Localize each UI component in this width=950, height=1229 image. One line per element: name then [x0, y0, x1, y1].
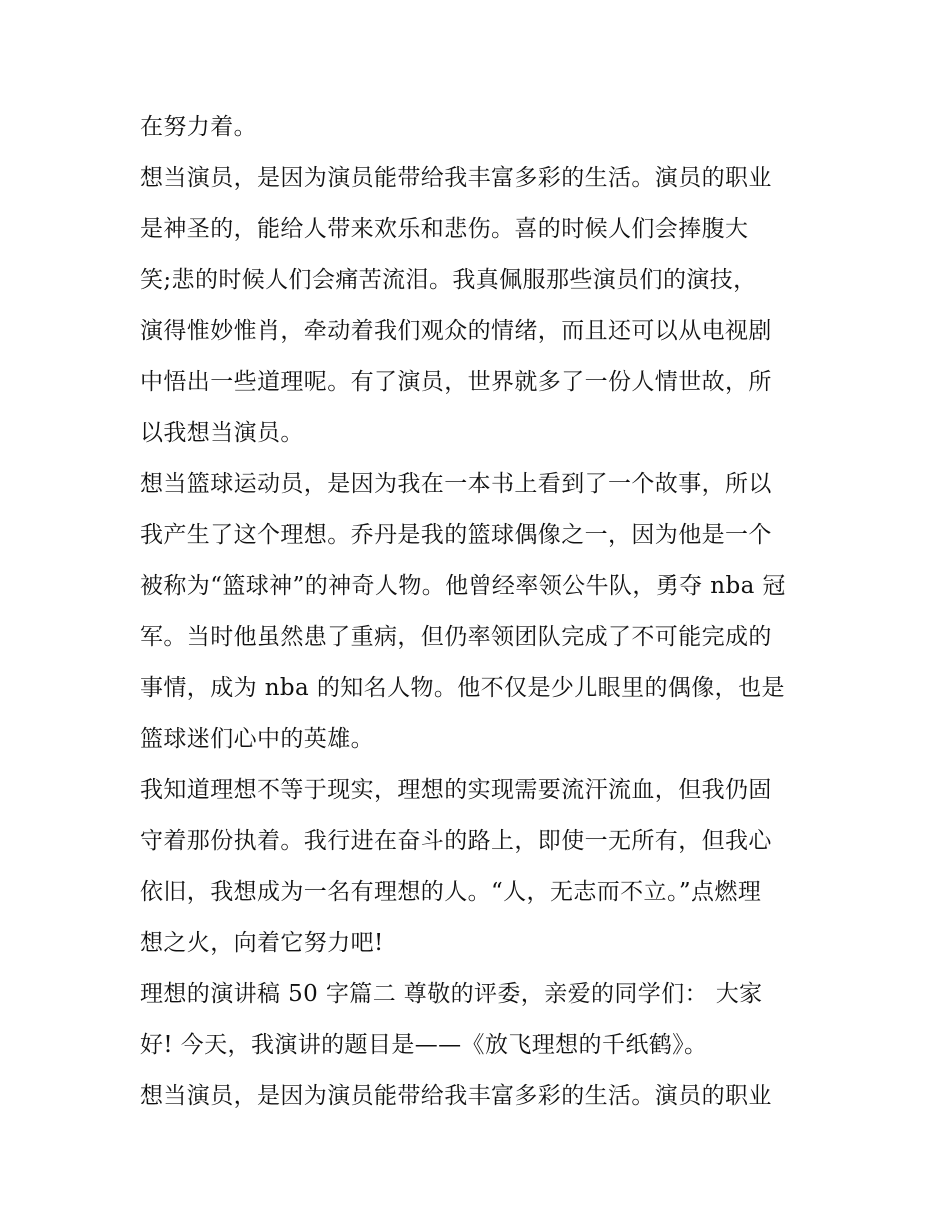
text-line: 笑;悲的时候人们会痛苦流泪。我真佩服那些演员们的演技， [140, 267, 757, 293]
text-line: 是神圣的，能给人带来欢乐和悲伤。喜的时候人们会捧腹大 [140, 216, 749, 242]
text-line: 守着那份执着。我行进在奋斗的路上，即使一无所有，但我心 [140, 828, 772, 854]
text-line: 被称为“篮球神”的神奇人物。他曾经率领公牛队，勇夺 nba 冠 [140, 573, 786, 599]
text-line: 理想的演讲稿 50 字篇二 尊敬的评委，亲爱的同学们： 大家 [140, 981, 763, 1007]
text-line: 好! 今天，我演讲的题目是——《放飞理想的千纸鹤》。 [140, 1032, 708, 1058]
text-line: 想当演员，是因为演员能带给我丰富多彩的生活。演员的职业 [140, 165, 772, 191]
text-line: 事情，成为 nba 的知名人物。他不仅是少儿眼里的偶像，也是 [140, 675, 785, 701]
text-line: 以我想当演员。 [140, 420, 304, 446]
text-line: 演得惟妙惟肖，牵动着我们观众的情绪，而且还可以从电视剧 [140, 318, 772, 344]
document-body [140, 107, 820, 1127]
text-line: 中悟出一些道理呢。有了演员，世界就多了一份人情世故，所 [140, 369, 772, 395]
text-line: 想当篮球运动员，是因为我在一本书上看到了一个故事，所以 [140, 471, 772, 497]
text-line: 想之火，向着它努力吧! [140, 930, 384, 956]
text-line: 想当演员，是因为演员能带给我丰富多彩的生活。演员的职业 [140, 1083, 772, 1109]
text-line: 篮球迷们心中的英雄。 [140, 726, 374, 752]
text-line: 在努力着。 [140, 114, 257, 140]
text-line: 我知道理想不等于现实，理想的实现需要流汗流血，但我仍固 [140, 777, 772, 803]
text-line: 依旧，我想成为一名有理想的人。“人，无志而不立。”点燃理 [140, 879, 762, 905]
text-line: 军。当时他虽然患了重病，但仍率领团队完成了不可能完成的 [140, 624, 772, 650]
text-line: 我产生了这个理想。乔丹是我的篮球偶像之一，因为他是一个 [140, 522, 772, 548]
